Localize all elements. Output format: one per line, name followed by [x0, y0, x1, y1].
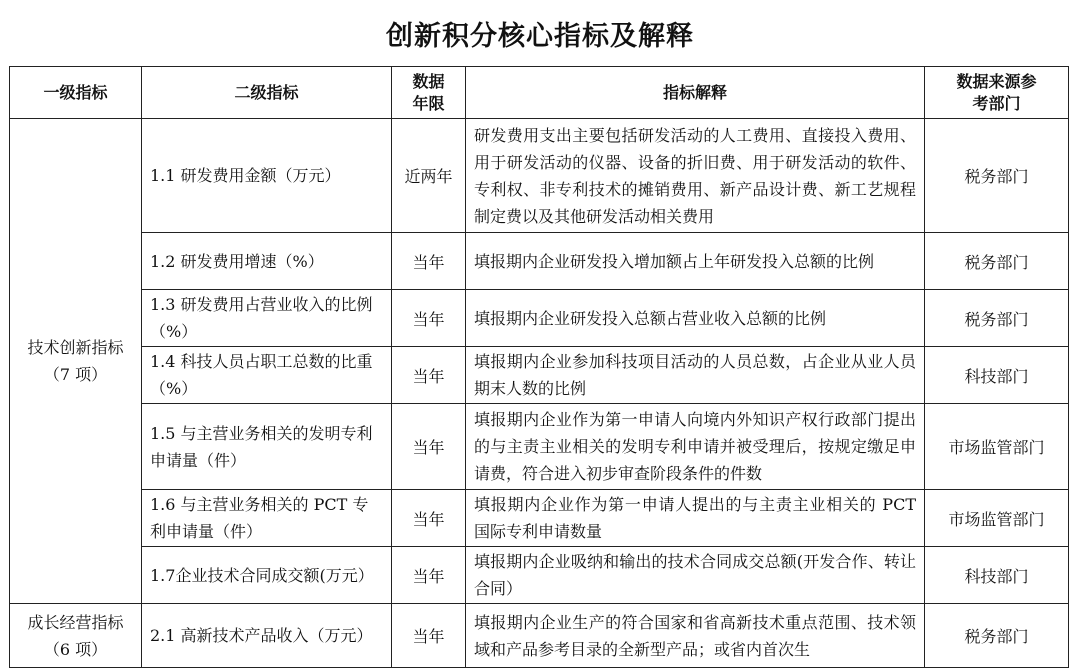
- period-cell: 当年: [392, 404, 466, 490]
- explanation-cell: 填报期内企业生产的符合国家和省高新技术重点范围、技术领域和产品参考目录的全新型产品；或省内首次生: [466, 604, 925, 668]
- category-name: 成长经营指标: [27, 612, 124, 632]
- header-period: 数据年限: [392, 67, 466, 119]
- indicator-cell: 1.4 科技人员占职工总数的比重（%）: [142, 347, 392, 404]
- source-cell: 市场监管部门: [925, 490, 1069, 547]
- source-cell: 税务部门: [925, 233, 1069, 290]
- explanation-cell: 填报期内企业研发投入增加额占上年研发投入总额的比例: [466, 233, 925, 290]
- source-cell: 税务部门: [925, 119, 1069, 233]
- category-name: 技术创新指标: [27, 338, 124, 357]
- table-row: [10, 290, 1069, 347]
- period-cell: 当年: [392, 547, 466, 604]
- indicator-cell: 1.2 研发费用增速（%）: [142, 233, 392, 290]
- table-row: [10, 604, 1069, 668]
- explanation-cell: 填报期内企业作为第一申请人向境内外知识产权行政部门提出的与主责主业相关的发明专利申请并被受理后，按规定缴足申请费，符合进入初步审查阶段条件的件数: [466, 404, 925, 490]
- explanation-cell: 研发费用支出主要包括研发活动的人工费用、直接投入费用、用于研发活动的仪器、设备的折旧费、用于研发活动的软件、专利权、非专利技术的摊销费用、新产品设计费、新工艺规程制定费以及其他研发活动相关费用: [466, 119, 925, 233]
- header-level2: 二级指标: [142, 67, 392, 119]
- indicator-cell: 2.1 高新技术产品收入（万元）: [142, 604, 392, 668]
- table-row: [10, 233, 1069, 290]
- period-cell: 当年: [392, 233, 466, 290]
- period-cell: 当年: [392, 290, 466, 347]
- period-cell: 近两年: [392, 119, 466, 233]
- indicator-cell: 1.6 与主营业务相关的 PCT 专利申请量（件）: [142, 490, 392, 547]
- period-cell: 当年: [392, 490, 466, 547]
- header-level1: 一级指标: [10, 67, 142, 119]
- indicator-cell: 1.5 与主营业务相关的发明专利申请量（件）: [142, 404, 392, 490]
- indicator-cell: 1.3 研发费用占营业收入的比例（%）: [142, 290, 392, 347]
- explanation-cell: 填报期内企业参加科技项目活动的人员总数，占企业从业人员期末人数的比例: [466, 347, 925, 404]
- category-count: （6 项）: [43, 639, 108, 659]
- category-count: （7 项）: [43, 365, 108, 384]
- period-cell: 当年: [392, 347, 466, 404]
- explanation-cell: 填报期内企业吸纳和输出的技术合同成交总额(开发合作、转让合同）: [466, 547, 925, 604]
- category-cell: [10, 119, 142, 604]
- table-header-row: [10, 67, 1069, 119]
- header-source: 数据来源参考部门: [925, 67, 1069, 119]
- page-title: 创新积分核心指标及解释: [386, 21, 694, 52]
- indicator-cell: 1.1 研发费用金额（万元）: [142, 119, 392, 233]
- table-row: [10, 490, 1069, 547]
- table-row: [10, 547, 1069, 604]
- period-cell: 当年: [392, 604, 466, 668]
- source-cell: 科技部门: [925, 347, 1069, 404]
- indicator-cell: 1.7企业技术合同成交额(万元）: [142, 547, 392, 604]
- category-cell: [10, 604, 142, 668]
- explanation-cell: 填报期内企业研发投入总额占营业收入总额的比例: [466, 290, 925, 347]
- source-cell: 税务部门: [925, 290, 1069, 347]
- table-row: [10, 404, 1069, 490]
- source-cell: 市场监管部门: [925, 404, 1069, 490]
- table-row: [10, 119, 1069, 233]
- explanation-cell: 填报期内企业作为第一申请人提出的与主责主业相关的 PCT 国际专利申请数量: [466, 490, 925, 547]
- table-row: [10, 347, 1069, 404]
- source-cell: 科技部门: [925, 547, 1069, 604]
- header-explanation: 指标解释: [466, 67, 925, 119]
- source-cell: 税务部门: [925, 604, 1069, 668]
- indicator-table: [9, 66, 1069, 668]
